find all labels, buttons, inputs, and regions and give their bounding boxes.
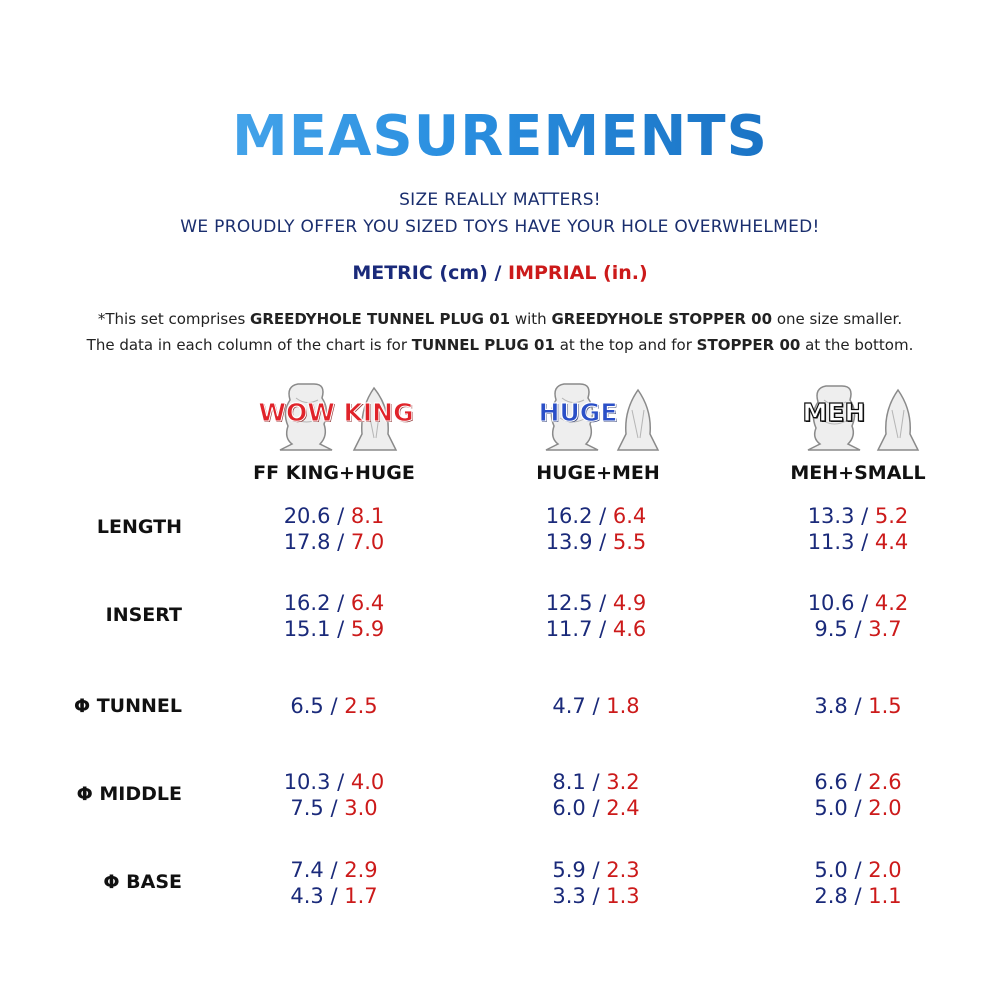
imperial-value: 6.4 (612, 504, 647, 528)
metric-value: 4.7 (552, 694, 586, 718)
badge-meh: MEH (802, 398, 866, 427)
cell-line (496, 883, 696, 909)
row-label-length: LENGTH (96, 516, 182, 538)
value-separator: / (854, 591, 875, 615)
metric-value: 11.7 (545, 617, 593, 641)
table-cell (234, 769, 434, 821)
cell-line (496, 857, 696, 883)
note-segment: with (510, 310, 552, 328)
note-segment: *This set comprises (97, 310, 251, 328)
row-label-base: Φ BASE (103, 871, 182, 893)
value-separator: / (592, 591, 613, 615)
units-separator: / (487, 262, 509, 284)
cell-line (758, 529, 958, 555)
value-separator: / (847, 770, 869, 794)
imperial-value: 1.8 (606, 694, 640, 718)
badge-wow-king: WOW KING (258, 398, 414, 427)
metric-value: 16.2 (545, 504, 593, 528)
row-label-middle: Φ MIDDLE (76, 783, 182, 805)
metric-value: 2.8 (814, 884, 848, 908)
value-separator: / (592, 504, 613, 528)
value-separator: / (847, 858, 869, 882)
cell-line (234, 769, 434, 795)
column-header-huge-meh: HUGE+MEH (536, 462, 660, 484)
cell-line (496, 693, 696, 719)
table-cell (496, 503, 696, 555)
value-separator: / (847, 617, 869, 641)
metric-value: 13.9 (545, 530, 593, 554)
value-separator: / (330, 504, 351, 528)
metric-value: 3.8 (814, 694, 848, 718)
badge-huge: HUGE (538, 398, 618, 427)
page-title: MEASUREMENTS (0, 104, 1000, 169)
cell-line (758, 883, 958, 909)
metric-value: 13.3 (807, 504, 855, 528)
cell-line (234, 503, 434, 529)
column-header-ff-king-huge: FF KING+HUGE (253, 462, 415, 484)
value-separator: / (585, 796, 607, 820)
metric-value: 9.5 (814, 617, 848, 641)
metric-value: 5.0 (814, 858, 848, 882)
metric-value: 8.1 (552, 770, 586, 794)
value-separator: / (323, 858, 345, 882)
value-separator: / (847, 796, 869, 820)
cell-line (758, 769, 958, 795)
cell-line (496, 503, 696, 529)
metric-value: 16.2 (283, 591, 331, 615)
tagline-line-1: SIZE REALLY MATTERS! (399, 190, 601, 210)
imperial-value: 5.2 (874, 504, 909, 528)
cell-line (496, 529, 696, 555)
metric-value: 3.3 (552, 884, 586, 908)
imperial-value: 2.5 (344, 694, 378, 718)
table-cell (234, 590, 434, 642)
tagline-line-2: WE PROUDLY OFFER YOU SIZED TOYS HAVE YOUR HOLE OVERWHELMED! (180, 217, 820, 237)
imperial-value: 2.9 (344, 858, 378, 882)
value-separator: / (585, 770, 607, 794)
imperial-value: 1.1 (868, 884, 902, 908)
imperial-value: 7.0 (350, 530, 385, 554)
cell-line (234, 590, 434, 616)
imperial-value: 2.3 (606, 858, 640, 882)
metric-value: 5.9 (552, 858, 586, 882)
cell-line (758, 795, 958, 821)
imperial-value: 3.7 (868, 617, 902, 641)
cell-line (496, 616, 696, 642)
cell-line (758, 693, 958, 719)
note-segment: one size smaller. (772, 310, 903, 328)
note-segment: at the top and for (554, 336, 697, 354)
note-segment: GREEDYHOLE TUNNEL PLUG 01 (250, 310, 511, 328)
metric-value: 20.6 (283, 504, 331, 528)
note-segment: The data in each column of the chart is for (86, 336, 412, 354)
metric-value: 5.0 (814, 796, 848, 820)
metric-value: 17.8 (283, 530, 331, 554)
value-separator: / (330, 770, 351, 794)
imperial-value: 1.5 (868, 694, 902, 718)
imperial-value: 2.4 (606, 796, 640, 820)
value-separator: / (330, 617, 351, 641)
table-cell (758, 857, 958, 909)
cell-line (758, 503, 958, 529)
cell-line (234, 883, 434, 909)
row-label-insert: INSERT (105, 604, 182, 626)
metric-value: 6.5 (290, 694, 324, 718)
value-separator: / (585, 858, 607, 882)
imperial-value: 3.0 (344, 796, 378, 820)
value-separator: / (330, 530, 351, 554)
table-cell (496, 590, 696, 642)
table-cell (496, 857, 696, 909)
value-separator: / (323, 884, 345, 908)
table-cell (234, 693, 434, 719)
product-image-meh-small (756, 378, 956, 456)
value-separator: / (854, 504, 875, 528)
note-segment: STOPPER 00 (696, 336, 801, 354)
value-separator: / (323, 796, 345, 820)
metric-value: 15.1 (283, 617, 331, 641)
product-image-ff-king-huge (236, 378, 436, 456)
value-separator: / (323, 694, 345, 718)
metric-value: 10.6 (807, 591, 855, 615)
value-separator: / (847, 884, 869, 908)
metric-value: 4.3 (290, 884, 324, 908)
table-cell (758, 503, 958, 555)
cell-line (234, 616, 434, 642)
imperial-value: 4.2 (874, 591, 909, 615)
value-separator: / (330, 591, 351, 615)
row-label-tunnel: Φ TUNNEL (73, 695, 182, 717)
note-segment: TUNNEL PLUG 01 (411, 336, 555, 354)
column-header-meh-small: MEH+SMALL (790, 462, 926, 484)
metric-value: 11.3 (807, 530, 855, 554)
cell-line (234, 857, 434, 883)
imperial-value: 4.4 (874, 530, 909, 554)
table-cell (496, 693, 696, 719)
cell-line (496, 769, 696, 795)
product-image-huge-meh (496, 378, 696, 456)
note-line-1 (0, 310, 1000, 328)
imperial-value: 5.9 (350, 617, 385, 641)
metric-value: 7.4 (290, 858, 324, 882)
imperial-value: 6.4 (350, 591, 385, 615)
cell-line (234, 795, 434, 821)
imperial-value: 8.1 (350, 504, 385, 528)
imperial-value: 4.0 (350, 770, 385, 794)
imperial-value: 1.7 (344, 884, 378, 908)
metric-value: 6.6 (814, 770, 848, 794)
metric-value: 10.3 (283, 770, 331, 794)
cell-line (758, 590, 958, 616)
imperial-value: 4.9 (612, 591, 647, 615)
cell-line (496, 590, 696, 616)
metric-value: 6.0 (552, 796, 586, 820)
value-separator: / (592, 617, 613, 641)
value-separator: / (854, 530, 875, 554)
metric-value: 7.5 (290, 796, 324, 820)
table-cell (758, 590, 958, 642)
table-cell (496, 769, 696, 821)
value-separator: / (585, 884, 607, 908)
imperial-value: 2.6 (868, 770, 902, 794)
imperial-value: 1.3 (606, 884, 640, 908)
table-cell (234, 857, 434, 909)
cell-line (234, 529, 434, 555)
imperial-value: 2.0 (868, 858, 902, 882)
metric-value: 12.5 (545, 591, 593, 615)
note-line-2 (0, 336, 1000, 354)
units-imperial: IMPRIAL (in.) (508, 262, 648, 284)
table-cell (758, 693, 958, 719)
value-separator: / (592, 530, 613, 554)
note-segment: GREEDYHOLE STOPPER 00 (551, 310, 773, 328)
units-legend (0, 262, 1000, 284)
note-segment: at the bottom. (800, 336, 914, 354)
table-cell (758, 769, 958, 821)
cell-line (234, 693, 434, 719)
imperial-value: 4.6 (612, 617, 647, 641)
cell-line (758, 616, 958, 642)
units-metric: METRIC (cm) (352, 262, 488, 284)
imperial-value: 2.0 (868, 796, 902, 820)
value-separator: / (585, 694, 607, 718)
imperial-value: 3.2 (606, 770, 640, 794)
table-cell (234, 503, 434, 555)
cell-line (496, 795, 696, 821)
value-separator: / (847, 694, 869, 718)
cell-line (758, 857, 958, 883)
imperial-value: 5.5 (612, 530, 647, 554)
